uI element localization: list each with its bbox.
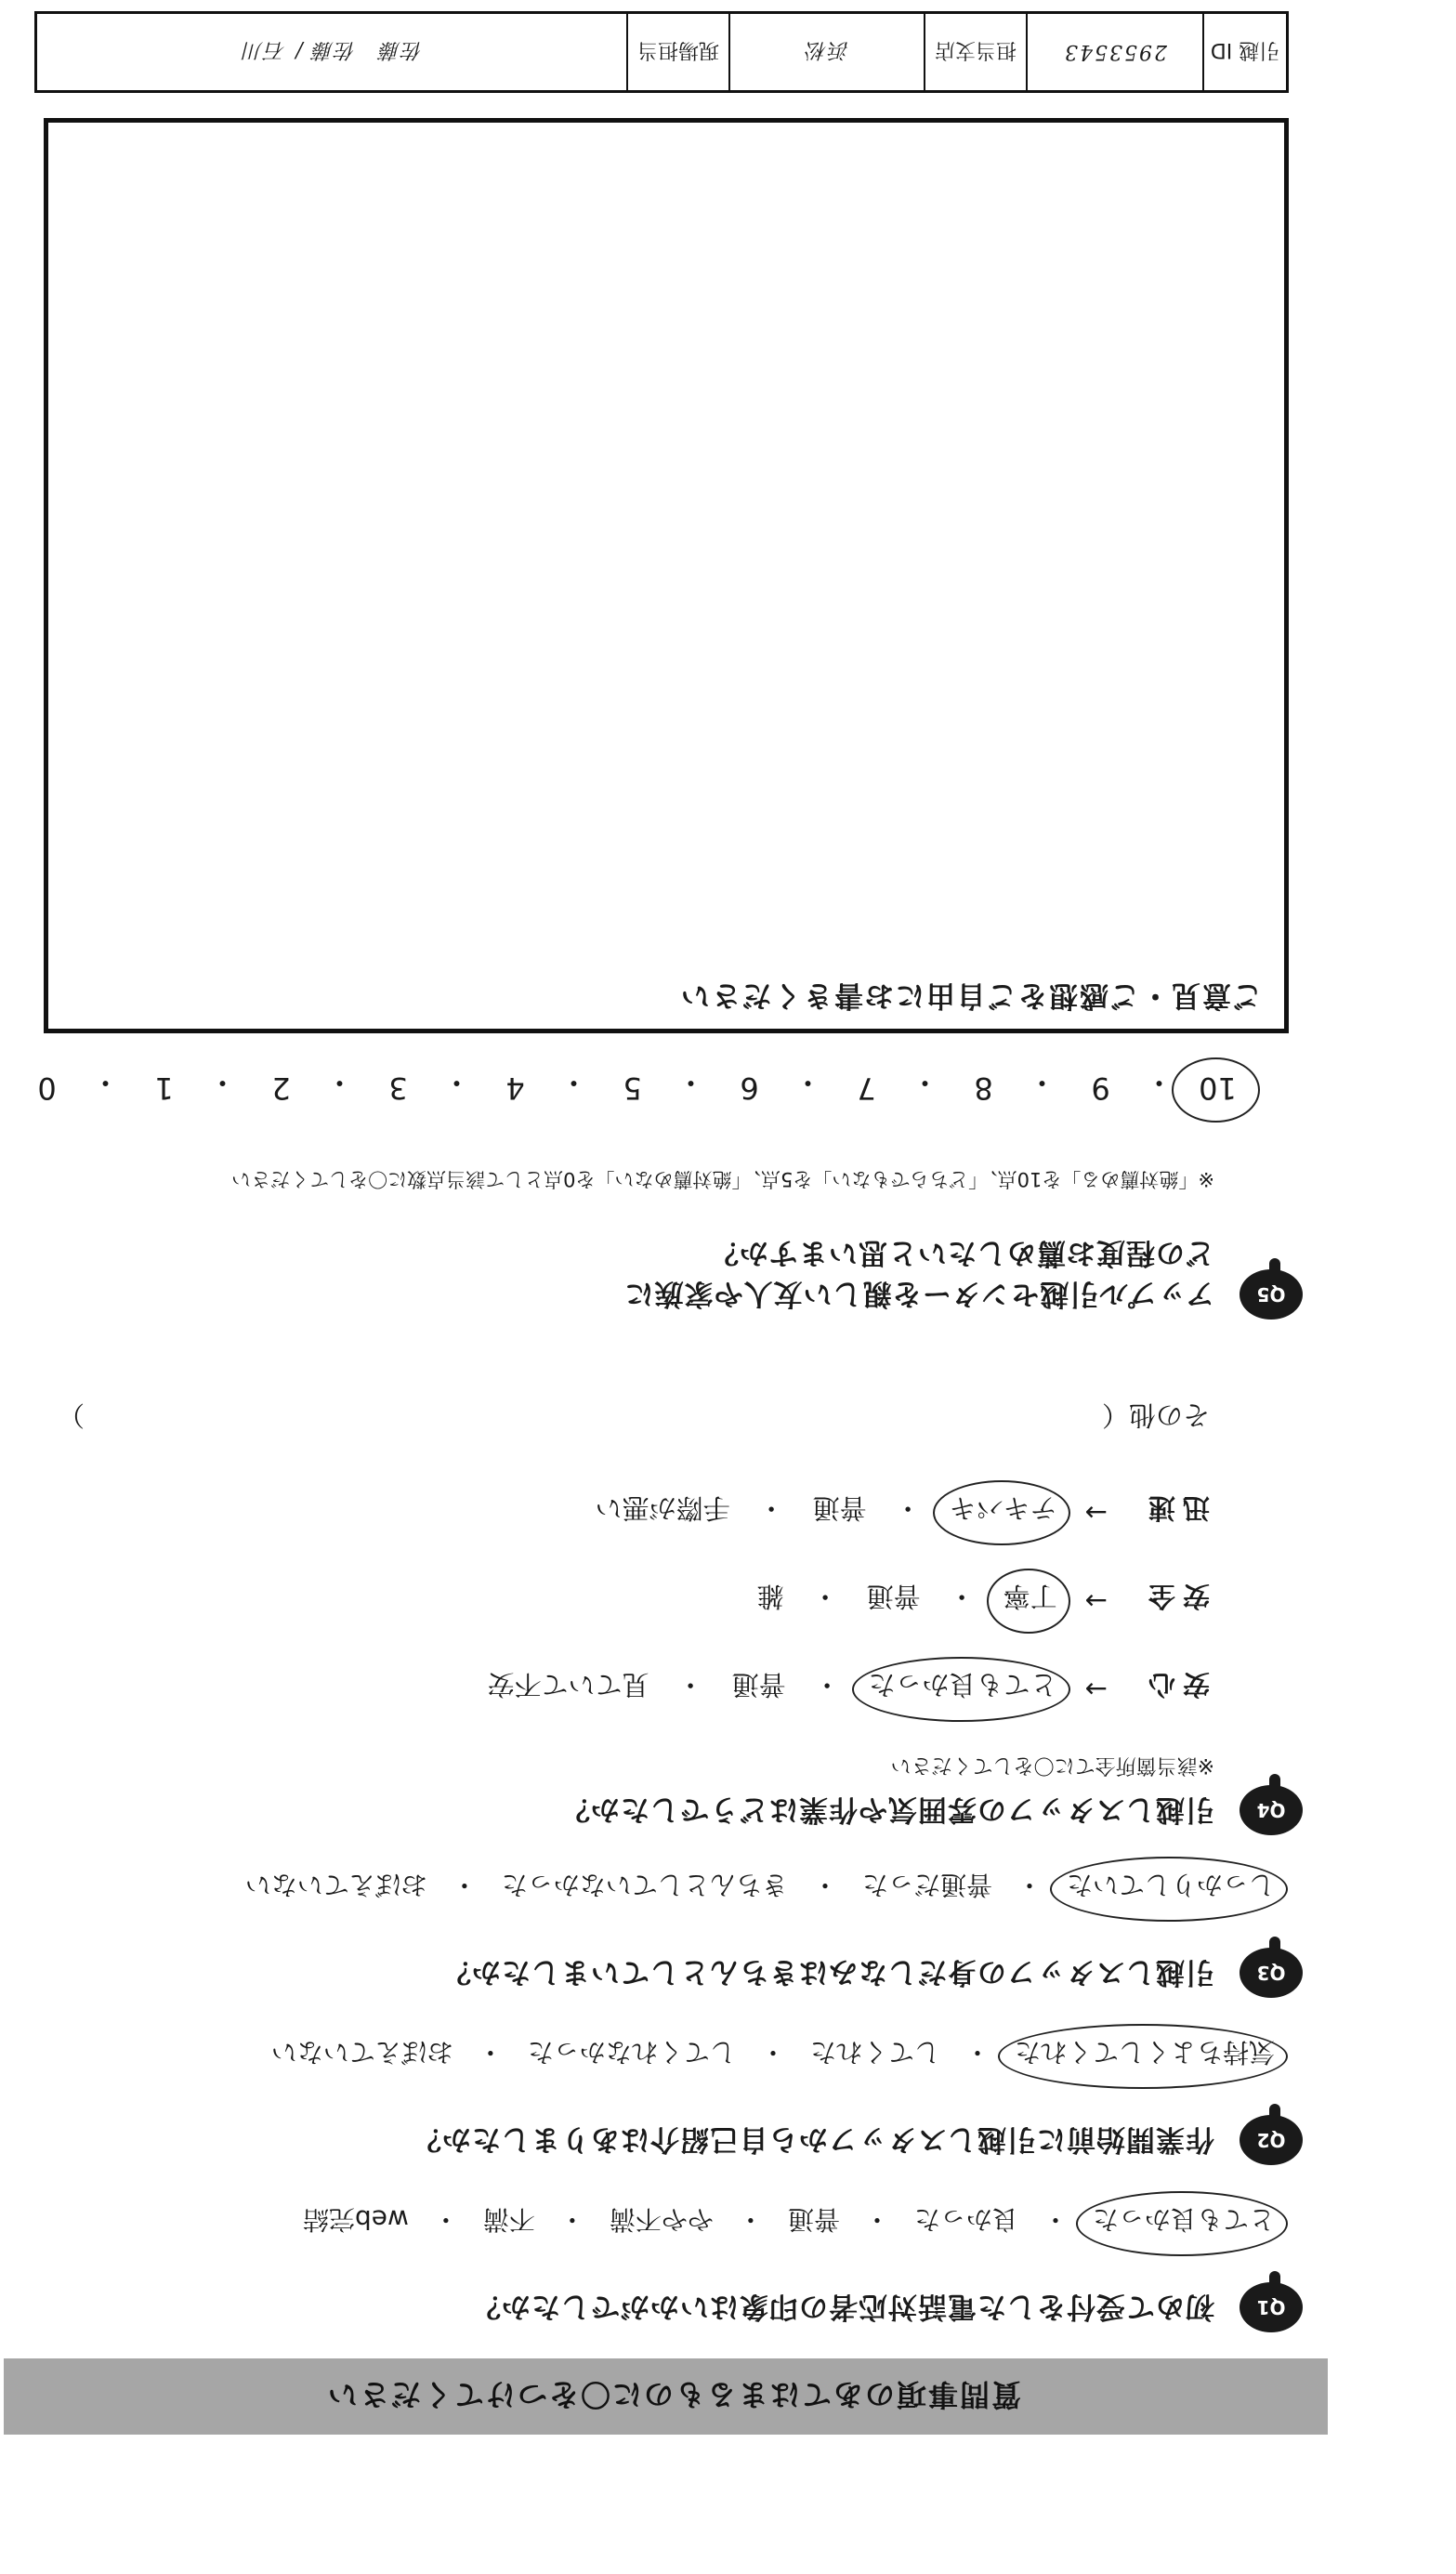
q4-row-label: 迅速 <box>1140 1492 1210 1524</box>
comment-title: ご意見・ご感想をご自由にお書きください <box>679 978 1262 1012</box>
q1-badge: Q1 <box>1240 2282 1303 2332</box>
q1-option[interactable]: web完結 <box>302 2204 409 2235</box>
q5-scale: 10 ・ 9 ・ 8 ・ 7 ・ 6 ・ 5 ・ 4 ・ 3 ・ 2 ・ 1 ・ 0 <box>18 1063 1247 1106</box>
q3-option-selected[interactable]: しっかりしていた <box>1067 1868 1275 1905</box>
q2-text: 作業開始前に引越しスタッフから自己紹介はありましたか？ <box>412 2122 1214 2156</box>
staff-value: 佐藤 佐藤 / 石川 <box>241 38 423 62</box>
q4-other <box>58 1398 1210 1436</box>
comment-box[interactable] <box>44 118 1289 1033</box>
scale-option[interactable]: 9 <box>1091 1070 1110 1106</box>
q4-other-label: その他（ <box>1101 1399 1210 1431</box>
q3-option[interactable]: おぼえていない <box>244 1870 427 1900</box>
q1-text: 初めて受付をした電話対応者の印象はいかがでしたか？ <box>471 2290 1214 2323</box>
q1-option[interactable]: 不満 <box>482 2204 535 2235</box>
q4-row-jinsoku: 迅速 → テキパキ ・ 普通 ・ 手際が悪い <box>595 1492 1210 1529</box>
q4-row-anshin: 安心 → とても良かった ・ 普通 ・ 見ていて不安 <box>487 1669 1210 1705</box>
scale-option[interactable]: 1 <box>154 1070 174 1106</box>
q1-option[interactable]: やや不満 <box>609 2204 714 2235</box>
q1-option[interactable]: 普通 <box>787 2204 840 2235</box>
arrow-icon: → <box>1084 1497 1108 1529</box>
q5-text-line1: アップル引越センターを親しい友人や家族に <box>623 1277 1214 1310</box>
q5-badge: Q5 <box>1240 1269 1303 1320</box>
staff-label: 現場担当 <box>626 14 728 90</box>
q1-option-selected[interactable]: とても良かった <box>1093 2202 1275 2239</box>
arrow-icon: → <box>1084 1585 1108 1617</box>
q3-option[interactable]: きちんとしていなかった <box>501 1870 788 1900</box>
scale-option[interactable]: 3 <box>388 1070 408 1106</box>
q3-badge: Q3 <box>1240 1948 1303 1998</box>
id-table <box>34 11 1289 93</box>
q4-option[interactable]: 雑 <box>756 1581 784 1612</box>
id-value: 2953543 <box>1026 14 1202 90</box>
q2-option-selected[interactable]: 気持ちよくしてくれた <box>1015 2035 1275 2072</box>
q4-other-close: ） <box>58 1399 85 1431</box>
q4-text: 引越しスタッフの雰囲気や作業はどうでしたか？ <box>560 1793 1214 1826</box>
q3-text: 引越しスタッフの身だしなみはきちんとしていましたか？ <box>441 1955 1214 1989</box>
scale-option[interactable]: 4 <box>505 1070 525 1106</box>
q4-note: ※該当箇所全てに〇をしてください <box>890 1753 1214 1777</box>
branch-label: 担当支店 <box>924 14 1026 90</box>
scale-option[interactable]: 2 <box>271 1070 291 1106</box>
q2-options: 気持ちよくしてくれた ・ してくれた ・ してくれなかった ・ おぼえていない <box>271 2035 1275 2072</box>
q1-option[interactable]: 良かった <box>913 2204 1018 2235</box>
q4-option[interactable]: 見ていて不安 <box>487 1669 649 1701</box>
q4-row-anzen: 安全 → 丁寧 ・ 普通 ・ 雑 <box>756 1581 1210 1617</box>
instruction-banner: 質問事項のあてはまるものに〇をつけてください <box>4 2358 1328 2435</box>
q4-option[interactable]: 手際が悪い <box>595 1492 730 1524</box>
q4-option-selected[interactable]: とても良かった <box>869 1667 1057 1705</box>
scale-option-selected[interactable]: 10 <box>1188 1063 1247 1106</box>
q2-badge: Q2 <box>1240 2115 1303 2165</box>
q4-option[interactable]: 普通 <box>812 1492 867 1524</box>
id-label: 引越 ID <box>1202 14 1286 90</box>
scale-option[interactable]: 0 <box>37 1070 57 1106</box>
q5-text-line2: どの程度お薦めしたいと思いますか？ <box>709 1236 1214 1269</box>
q4-row-label: 安全 <box>1140 1581 1210 1612</box>
q4-option[interactable]: 普通 <box>866 1581 921 1612</box>
scale-option[interactable]: 6 <box>740 1070 759 1106</box>
q5-note: ※「絶対薦める」を10点、「どちらでもない」を5点、「絶対薦めない」を0点として該当点数に〇をしてください <box>231 1168 1214 1190</box>
q4-option-selected[interactable]: 丁寧 <box>1003 1579 1057 1617</box>
q4-row-label: 安心 <box>1140 1669 1210 1701</box>
q2-option[interactable]: してくれなかった <box>527 2037 736 2068</box>
q4-badge: Q4 <box>1240 1785 1303 1835</box>
q3-options: しっかりしていた ・ 普通だった ・ きちんとしていなかった ・ おぼえていない <box>245 1868 1275 1905</box>
q2-option[interactable]: してくれた <box>809 2037 940 2068</box>
q3-option[interactable]: 普通だった <box>861 1870 992 1900</box>
scale-option[interactable]: 7 <box>857 1070 876 1106</box>
q4-option[interactable]: 普通 <box>731 1669 786 1701</box>
scale-option[interactable]: 5 <box>623 1070 642 1106</box>
q1-options: とても良かった ・ 良かった ・ 普通 ・ やや不満 ・ 不満 ・ web完結 <box>303 2202 1275 2239</box>
scale-option[interactable]: 8 <box>974 1070 993 1106</box>
branch-value: 浜松 <box>728 14 924 90</box>
arrow-icon: → <box>1084 1674 1108 1705</box>
q2-option[interactable]: おぼえていない <box>270 2037 453 2068</box>
q4-option-selected[interactable]: テキパキ <box>950 1491 1057 1529</box>
